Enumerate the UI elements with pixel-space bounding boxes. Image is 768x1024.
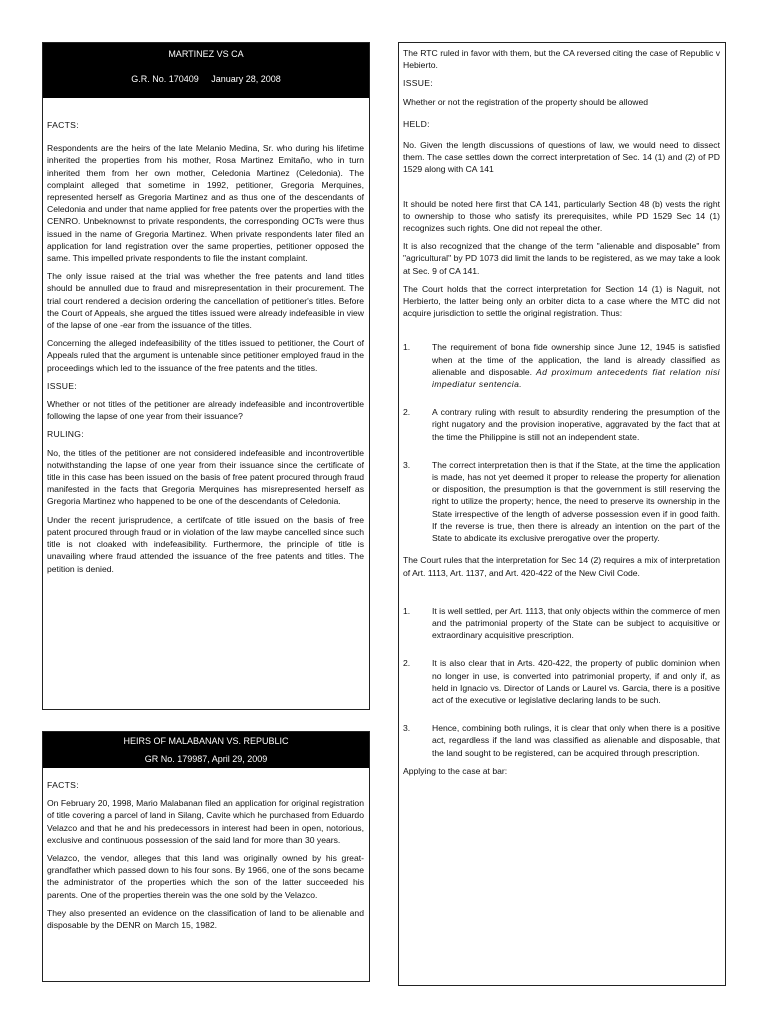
ruling-paragraph: No, the titles of the petitioner are not considered indefeasible and incontrovertible notwithstanding the lapse of one year from their issuance since the certificate of title in this case has been issued on the basis of free patent procured through fraud manifested in the facts that Gregoria Merquines has misrepresented herself as Gregoria Martinez who happened to be one of the descendants of Celedonia. xyxy=(47,447,364,507)
facts-label: FACTS: xyxy=(47,780,79,790)
case-title: MARTINEZ VS CA xyxy=(168,49,244,59)
case-header xyxy=(43,43,369,98)
list-item: 2. It is also clear that in Arts. 420-422, the property of public dominion when no longer in use, is converted into patrimonial property, if and only if, as held in Ignacio vs. Director of Lands or Laurel vs. Garcia, there is a positive act of the executive or legislative declaring lands to be such. xyxy=(403,658,720,705)
facts-label: FACTS: xyxy=(47,120,79,130)
list-item: 3. The correct interpretation then is that if the State, at the time the application is made, has not yet deemed it proper to release the property for alienation or disposition, the presumption is that the government is still reserving the right to utilize the property; hence, the need to preserve its ownership in the State irrespective of the length of adverse possession even if in good faith. If the reverse is true, then there is already an intention on the part of the State to abdicate its exclusive prerogative over the property. xyxy=(403,459,720,544)
rtc-ruling-paragraph: The RTC ruled in favor with them, but the CA reversed citing the case of Republic v Hebierto. xyxy=(403,48,720,71)
facts-paragraph: On February 20, 1998, Mario Malabanan filed an application for original registration of title covering a parcel of land in Silang, Cavite which he purchased from Eduardo Velazco and that he and his predecessors in interest had been in open, notorious, exclusive and continuous possession of the said land for more than 30 years. xyxy=(47,798,364,845)
facts-paragraph: They also presented an evidence on the classification of land to be alienable and disposable by the DENR on March 15, 1982. xyxy=(47,907,364,931)
list-item: 1. The requirement of bona fide ownership since June 12, 1945 is satisfied when at the time of the application, the land is already classified as alienable and disposable. Ad proximum antecedents fiat relation nisi impediatur sentencia. xyxy=(403,342,720,390)
case-malabanan-box xyxy=(42,731,370,982)
issue-label: ISSUE: xyxy=(403,78,433,89)
facts-paragraph: Velazco, the vendor, alleges that this land was originally owned by his great-grandfather which passed down to his four sons. By 1966, one of the sons became the administrator of the properties which the son of the latter succeeded his parents. One of the properties therein was the one sold by the Velazco. xyxy=(47,853,364,900)
list-item: 1. It is well settled, per Art. 1113, that only objects within the commerce of men and the patrimonial property of the State can be subject to acquisitive or extraordinary acquisitive prescription. xyxy=(403,605,720,641)
facts-paragraph: Concerning the alleged indefeasibility of the titles issued to petitioner, the Court of Appeals ruled that the argument is untenable since petitioner employed fraud in the proceedings which led to the issuance of the free patents and the titles. xyxy=(47,338,364,373)
case-gr-number: G.R. No. 170409 January 28, 2008 xyxy=(131,74,281,84)
case-martinez-box xyxy=(42,42,370,710)
case-title: HEIRS OF MALABANAN VS. REPUBLIC xyxy=(123,736,289,746)
facts-paragraph: The only issue raised at the trial was whether the free patents and land titles should be annulled due to fraud and misrepresentation in their procurement. The trial court rendered a decision ordering the cancellation of petitioner's titles. Before the Court of Appeals, she argued the titles issued were already indefeasible in view of the lapse of one -ear from the issuance of the titles. xyxy=(47,271,364,331)
continuation-box xyxy=(398,42,726,986)
issue-text: Whether or not titles of the petitioner are already indefeasible and incontrovertible following the lapse of one year from their issuance? xyxy=(47,399,364,422)
ruling-paragraph: Under the recent jurisprudence, a certifcate of title issued on the basis of free patent procured through fraud or in violation of the law maybe cancelled since such title is not cloaked with indefeasibility. Furthermore, the principle of title is unavailing where fraud attended the issuance of the free patents and titles. The petition is denied. xyxy=(47,514,364,574)
held-paragraph: It should be noted here first that CA 141, particularly Section 48 (b) vests the right to ownership to those who satisfy its prerequisites, while PD 1529 Sec 14 (1) recognizes such rights. One did not repeal the other. xyxy=(403,198,720,234)
list-item: 2. A contrary ruling with result to absurdity rendering the presumption of the right nugatory and the provision inoperative, aggravated by the fact that at the time the Philippine is still not an independent state. xyxy=(403,407,720,442)
held-label: HELD: xyxy=(403,118,430,129)
held-paragraph: It is also recognized that the change of the term "alienable and disposable" from "agricultural" by PD 1073 did limit the lands to be registered, as we may take a look at Sec. 9 of CA 141. xyxy=(403,241,720,276)
closing-line: Applying to the case at bar: xyxy=(403,765,508,776)
issue-label: ISSUE: xyxy=(47,380,77,391)
ruling-label: RULING: xyxy=(47,429,84,440)
case-gr-number: GR No. 179987, April 29, 2009 xyxy=(144,754,268,764)
list-item: 3. Hence, combining both rulings, it is clear that only when there is a positive act, regardless if the land was classified as alienable and disposable, that the land sought to be registered, can be acquired through prescription. xyxy=(403,723,720,758)
held-paragraph: The Court holds that the correct interpretation for Section 14 (1) is Naguit, not Herbierto, the latter being only an orbiter dicta to a case where the MTC did not acquire jurisdiction to settle the original registration. Thus: xyxy=(403,283,720,319)
held-paragraph: The Court rules that the interpretation for Sec 14 (2) requires a mix of interpretation of Art. 1113, Art. 1137, and Art. 420-422 of the New Civil Code. xyxy=(403,555,720,578)
held-paragraph: No. Given the length discussions of questions of law, we would need to dissect them. The case settles down the correct interpretation of Sec. 14 (1) and (2) of PD 1529 along with CA 141 xyxy=(403,140,720,175)
case-header xyxy=(43,732,369,768)
facts-paragraph: Respondents are the heirs of the late Melanio Medina, Sr. who during his lifetime inherited the properties from his mother, Rosa Martinez Emitaño, who in turn inherited them from her own mother, Celedonia Martinez (Celedonia). The complaint alleged that sometime in 1992, petitioner, Gregoria Merquines, represented herself as Gregoria Martinez and as thus one of the descendants of Celedonia and under that name applied for free patents over the properties with the CENRO. Unbeknownst to private respondents, the corresponding OCTs were thus issued in the name of Gregoria Martinez. When private respondents later filed an application for land registration over the same properties, petitioner opposed the same. This impelled private respondents to file the instant complaint. xyxy=(47,143,364,264)
issue-text: Whether or not the registration of the property should be allowed xyxy=(403,96,649,107)
